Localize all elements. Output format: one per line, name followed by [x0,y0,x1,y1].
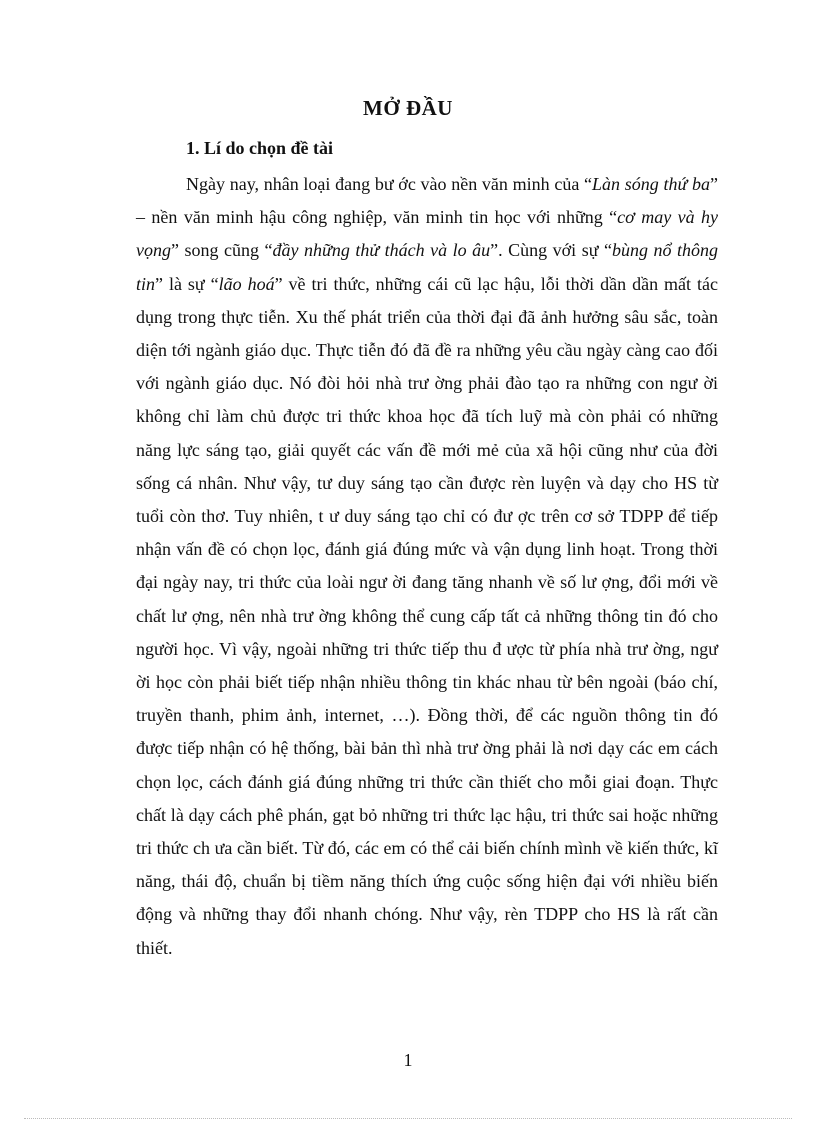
text-run: ” – nền văn minh hậu công nghiệp, văn minh tin học với những “ [136,174,718,228]
text-run-italic: bùng nổ thông tin [136,240,718,294]
text-run: ” là sự “ [155,273,219,294]
text-run: ” song cũng “ [171,240,273,261]
text-run: ”. Cùng với sự “ [490,240,612,261]
text-run-italic: lão hoá [218,273,275,294]
text-run-italic: cơ may và hy vọng [136,207,718,261]
text-run-italic: đầy những thử thách và lo âu [272,240,491,261]
page-title: MỞ ĐẦU [363,96,453,120]
text-run: ” về tri thức, những cái cũ lạc hậu, lỗi thời dần dần mất tác dụng trong thực tiễn. Xu thế phát triển của thời đại đã ảnh hưởng sâu sắc, toàn diện tới ngành giáo dục. Thực tiễn đó đã đề ra những yêu cầu ngày càng cao đối với ngành giáo dục. Nó đòi hỏi nhà trư ờng phải đào tạo ra những con ngư ời không chỉ làm chủ được tri thức khoa học đã tích luỹ mà còn phải có những năng lực sáng tạo, giải quyết các vấn đề mới mẻ của xã hội cũng như của đời sống cá nhân. Như vậy, tư duy sáng tạo cần được rèn luyện và dạy cho HS từ tuổi còn thơ. Tuy nhiên, t ư duy sáng tạo chỉ có đư ợc trên cơ sở TDPP để tiếp nhận vấn đề có chọn lọc, đánh giá đúng mức và vận dụng linh hoạt. Trong thời đại ngày nay, tri thức của loài ngư ời đang tăng nhanh về số lư ợng, đổi mới về chất lư ợng, nên nhà trư ờng không thể cung cấp tất cả những thông tin đó cho người học. Vì vậy, ngoài những tri thức tiếp thu đ ược từ phía nhà trư ờng, ngư ời học còn phải biết tiếp nhận nhiều thông tin khác nhau từ bên ngoài (báo chí, truyền thanh, phim ảnh, internet, …). Đồng thời, để các nguồn thông tin đó được tiếp nhận có hệ thống, bài bản thì nhà trư ờng phải là nơi dạy các em cách chọn lọc, cách đánh giá đúng những tri thức cần thiết cho mỗi giai đoạn. Thực chất là dạy cách phê phán, gạt bỏ những tri thức lạc hậu, tri thức sai hoặc những tri thức ch ưa cần biết. Từ đó, các em có thể cải biến chính mình về kiến thức, kĩ năng, thái độ, chuẩn bị tiềm năng thích ứng cuộc sống hiện đại với nhiều biến động và những thay đổi nhanh chóng. Như vậy, rèn TDPP cho HS là rất cần thiết. [136,273,718,958]
body-paragraph [136,168,718,965]
text-run: Ngày nay, nhân loại đang bư ớc vào nền văn minh của “ [186,174,593,194]
page-number: 1 [403,1050,413,1070]
footer-divider [24,1118,792,1119]
section-heading: 1. Lí do chọn đề tài [186,138,334,158]
text-run-italic: Làn sóng thứ ba [592,174,710,194]
